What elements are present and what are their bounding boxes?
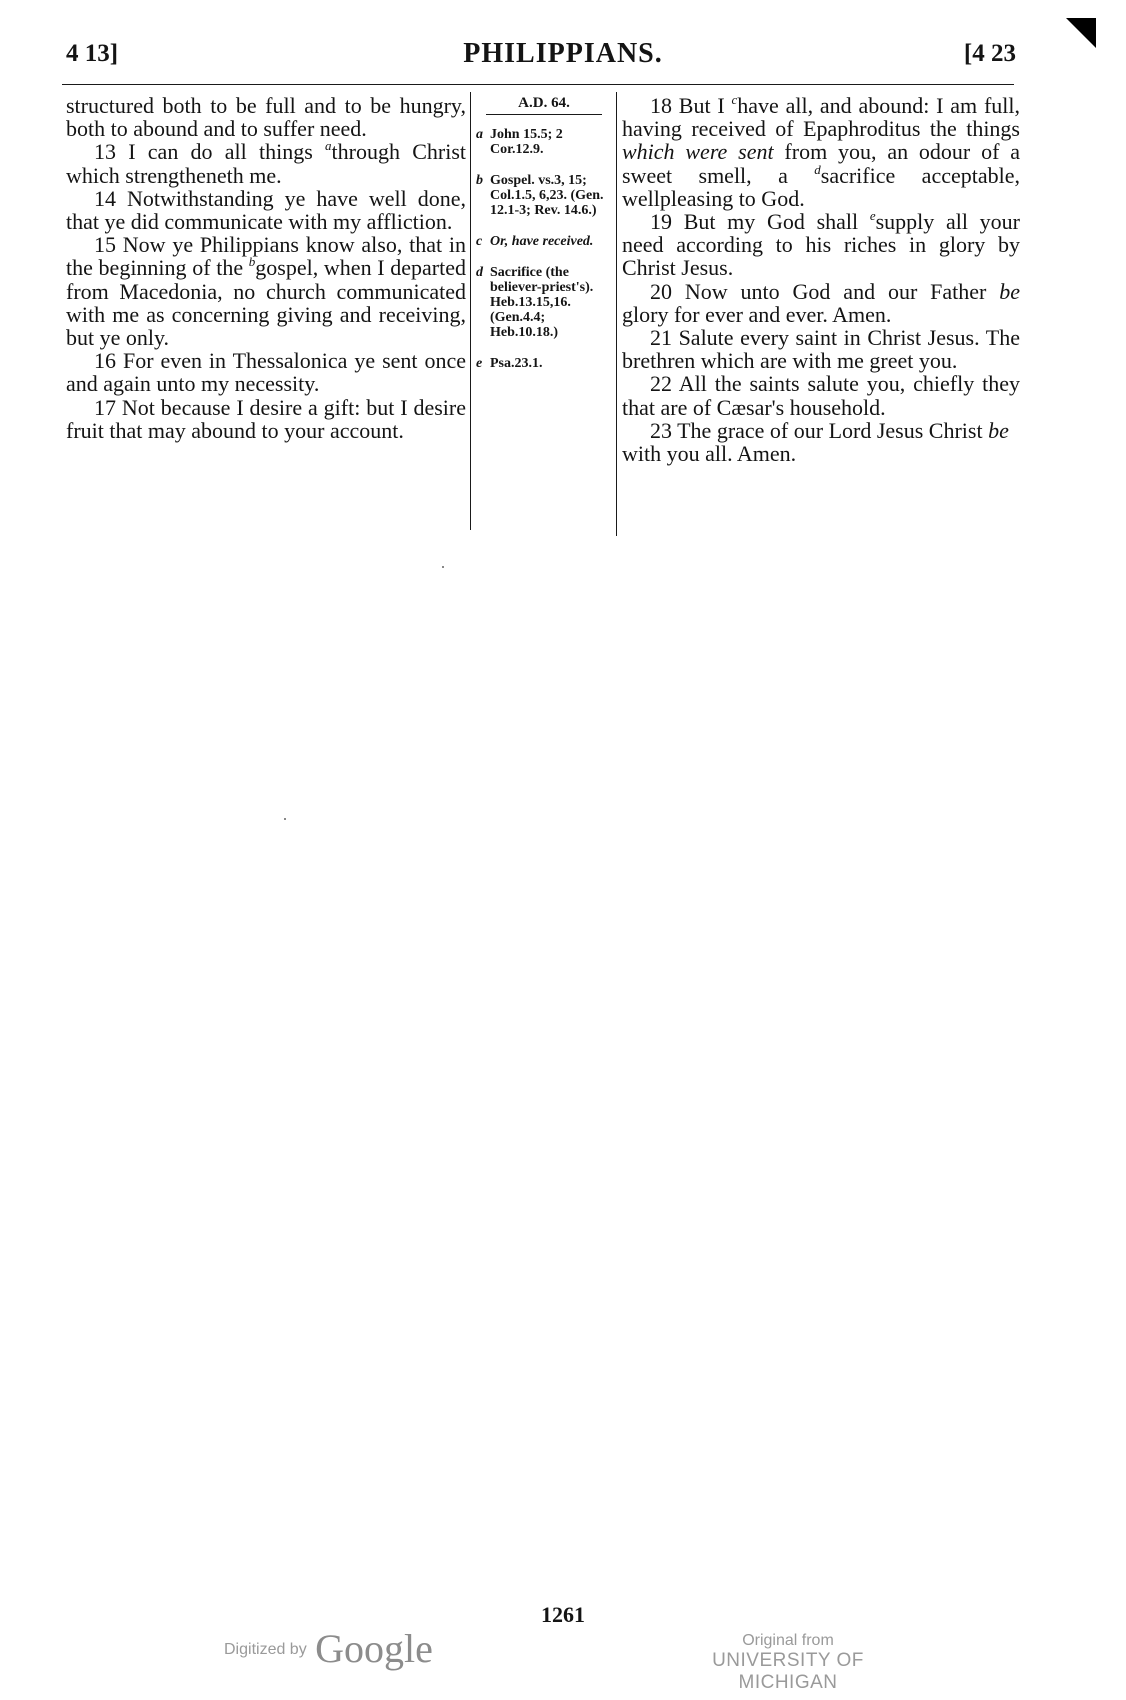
verse-number: 20 [650,278,672,304]
running-head-left: 4 13] [66,40,119,67]
verse-text: I can do all things [128,139,326,165]
verse-number: 23 [650,417,672,443]
verse-text: The grace of our Lord Jesus Christ [677,417,989,443]
era-date: A.D. 64. [486,96,602,115]
verse-number: 14 [94,185,116,211]
verse-number: 17 [94,394,116,420]
verse-20 [622,280,1020,326]
verse-text: Not because I desire a gift: but I desire fruit that may abound to your account. [66,394,466,443]
verse-text: through Christ which strengtheneth me. [66,139,466,188]
note-text: Or, have received. [490,234,594,249]
cross-ref-mark: d [814,161,821,177]
verse-text: from you, an odour of a sweet smell, a [622,139,1020,188]
verse-text: Notwithstanding ye have well done, that ye did communicate with my affliction. [66,185,466,235]
left-text-column [66,94,466,442]
verse-18 [622,94,1020,210]
verse-15 [66,233,466,349]
note-mark: c [476,234,483,249]
cross-ref-mark: e [869,208,876,224]
institution-name: UNIVERSITY OF MICHIGAN [712,1650,864,1693]
page-title: PHILIPPIANS. [463,38,663,69]
verse-text: glory for ever and ever. Amen. [622,301,892,327]
right-text-column [622,94,1020,465]
verse-14 [66,187,466,233]
verse-number: 16 [94,348,116,374]
verse-number: 18 [650,93,672,118]
note-mark: a [476,127,483,142]
verse-21 [622,326,1020,372]
margin-note-a [476,127,612,157]
verse-text: sacrifice acceptable, wellpleasing to God. [622,162,1020,211]
verse-text: But my God shall [683,209,870,235]
verse-text: Now ye Philippians know also, that in the beginning of the [66,232,467,281]
margin-note-b [476,173,612,218]
note-mark: d [476,265,483,280]
cross-ref-mark: a [325,138,332,154]
column-divider-right [616,92,617,536]
verse-italic-text: which were sent [622,139,774,165]
header-rule [62,84,1014,85]
note-mark: e [476,356,483,371]
margin-note-d [476,265,612,340]
verse-text: Salute every saint in Christ Jesus. The brethren which are with me greet you. [622,325,1020,374]
verse-text: gospel, when I departed from Macedonia, no church communicated with me as concerning giving and receiving, but ye only. [66,255,466,351]
verse-22 [622,372,1020,418]
verse-19 [622,210,1020,280]
verse-italic-text: be [988,417,1009,443]
verse-text: But I [678,93,732,118]
verse-number: 22 [650,371,672,397]
note-text: Psa.23.1. [490,356,543,371]
verse-text: supply all your need according to his riches in glory by Christ Jesus. [622,209,1020,281]
paper-speck [442,566,444,568]
margin-note-e [476,356,612,371]
digitized-by-watermark [224,1625,433,1672]
paper-speck [284,818,286,820]
verse-text: All the saints salute you, chiefly they that are of Cæsar's household. [622,371,1021,420]
verse-23 [622,419,1020,465]
verse-17 [66,396,466,442]
google-logo: Google [315,1626,433,1671]
cross-ref-mark: b [248,254,256,270]
verse-13 [66,140,466,186]
note-text: Sacrifice (the believer-priest's). Heb.13.15,16. (Gen.4.4; Heb.10.18.) [490,265,594,340]
verse-number: 13 [94,139,116,165]
verse-text: For even in Thessalonica ye sent once and again unto my necessity. [66,348,467,397]
digitized-by-label: Digitized by [224,1641,307,1658]
verse-text: have all, and abound: I am full, having received of Epaphroditus the things [622,93,1020,142]
margin-references [476,96,612,387]
source-attribution [672,1632,904,1694]
note-text: John 15.5; 2 Cor.12.9. [490,127,563,157]
page-number: 1261 [541,1602,585,1627]
verse-number: 19 [650,209,672,235]
note-mark: b [476,173,483,188]
note-text: Gospel. vs.3, 15; Col.1.5, 6,23. (Gen. 12.1-3; Rev. 14.6.) [490,173,604,218]
running-head-right: [4 23 [963,40,1016,67]
column-divider-left [470,92,471,530]
verse-number: 21 [650,325,672,351]
verse-text: with you all. Amen. [622,441,797,467]
cross-ref-mark: c [731,92,738,107]
verse-italic-text: be [999,278,1021,304]
verse-16 [66,349,466,395]
verse-continuation: structured both to be full and to be hungry, both to abound and to suffer need. [66,93,466,142]
verse-number: 15 [94,232,116,258]
original-from-label: Original from [742,1632,834,1649]
verse-text: Now unto God and our Father [684,278,1000,304]
margin-note-c [476,234,612,249]
